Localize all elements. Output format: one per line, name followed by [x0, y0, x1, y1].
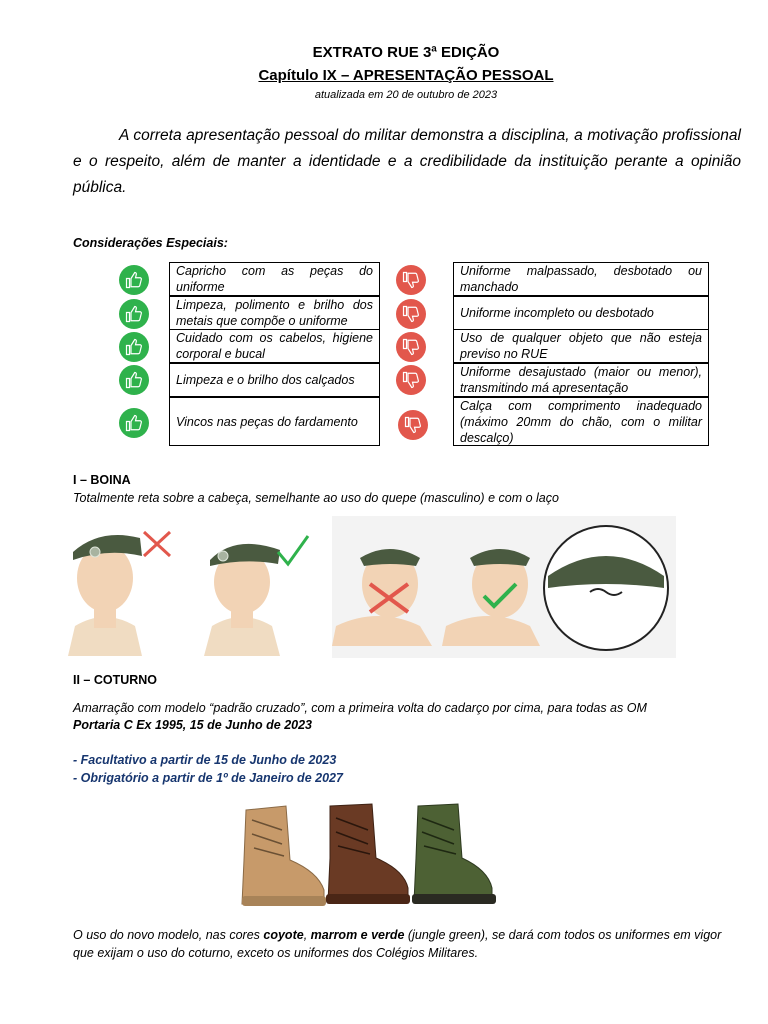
special-considerations-title: Considerações Especiais: — [73, 236, 228, 250]
thumbs-up-icon — [119, 408, 149, 438]
thumbs-up-icon — [119, 332, 149, 362]
beret-lace-detail — [544, 526, 668, 650]
coturno-description: Amarração com modelo “padrão cruzado”, com a primeira volta do cadarço por cima, para todas as OM — [73, 701, 647, 715]
boot-coyote — [242, 806, 326, 906]
boina-description: Totalmente reta sobre a cabeça, semelhante ao uso do quepe (masculino) e com o laço — [73, 491, 559, 505]
thumbs-up-icon — [119, 265, 149, 295]
intro-paragraph: A correta apresentação pessoal do militar demonstra a disciplina, a motivação profissional e o respeito, além de manter a identidade e a credibilidade da instituição perante a opinião pública. — [73, 127, 741, 196]
good-item: Capricho com as peças do uniforme — [169, 262, 380, 296]
boot-green — [412, 804, 496, 904]
thumbs-up-icon — [119, 299, 149, 329]
closing-text: , — [303, 928, 311, 942]
beret-correct-head — [204, 544, 280, 656]
color-coyote: coyote — [263, 928, 304, 942]
color-brown-green: marrom e verde — [310, 928, 405, 942]
document-title: EXTRATO RUE 3ª EDIÇÃO — [312, 44, 500, 61]
bad-item: Uniforme desajustado (maior ou menor), transmitindo má apresentação — [453, 363, 709, 397]
bad-item: Uniforme malpassado, desbotado ou manchado — [453, 262, 709, 296]
coturno-section-title: II – COTURNO — [73, 673, 158, 687]
beret-illustrations — [60, 516, 676, 658]
boots-illustration — [238, 800, 498, 912]
thumbs-down-icon — [398, 410, 428, 440]
thumbs-down-icon — [396, 265, 426, 295]
boina-section-title: I – BOINA — [73, 473, 131, 487]
good-item: Limpeza e o brilho dos calçados — [169, 363, 380, 397]
boot-brown — [326, 804, 410, 904]
good-item: Cuidado com os cabelos, higiene corporal e bucal — [169, 329, 380, 363]
correct-check-icon — [278, 536, 308, 564]
wrong-x-icon — [144, 532, 170, 556]
closing-paragraph — [73, 926, 741, 962]
thumbs-down-icon — [396, 365, 426, 395]
date-optional: - Facultativo a partir de 15 de Junho de 2023 — [73, 753, 337, 767]
update-date: atualizada em 20 de outubro de 2023 — [314, 89, 498, 101]
beret-wrong-head — [68, 535, 142, 656]
thumbs-down-icon — [396, 332, 426, 362]
chapter-title: Capítulo IX – APRESENTAÇÃO PESSOAL — [258, 67, 554, 84]
thumbs-up-icon — [119, 365, 149, 395]
bad-item: Uniforme incompleto ou desbotado — [453, 296, 709, 330]
thumbs-down-icon — [396, 299, 426, 329]
portaria-reference: Portaria C Ex 1995, 15 de Junho de 2023 — [73, 718, 313, 732]
good-item: Vincos nas peças do fardamento — [169, 397, 380, 446]
closing-text: (jungle green), se dará com todos os uniformes em vigor que exijam o uso do coturno, exceto os uniformes dos Colégios Militares. — [73, 928, 722, 960]
bad-item: Calça com comprimento inadequado (máximo 20mm do chão, com o militar descalço) — [453, 397, 709, 446]
closing-text: O uso do novo modelo, nas cores — [73, 928, 264, 942]
good-item: Limpeza, polimento e brilho dos metais que compõe o uniforme — [169, 296, 380, 330]
bad-item: Uso de qualquer objeto que não esteja previso no RUE — [453, 329, 709, 363]
date-mandatory: - Obrigatório a partir de 1º de Janeiro de 2027 — [73, 771, 343, 785]
